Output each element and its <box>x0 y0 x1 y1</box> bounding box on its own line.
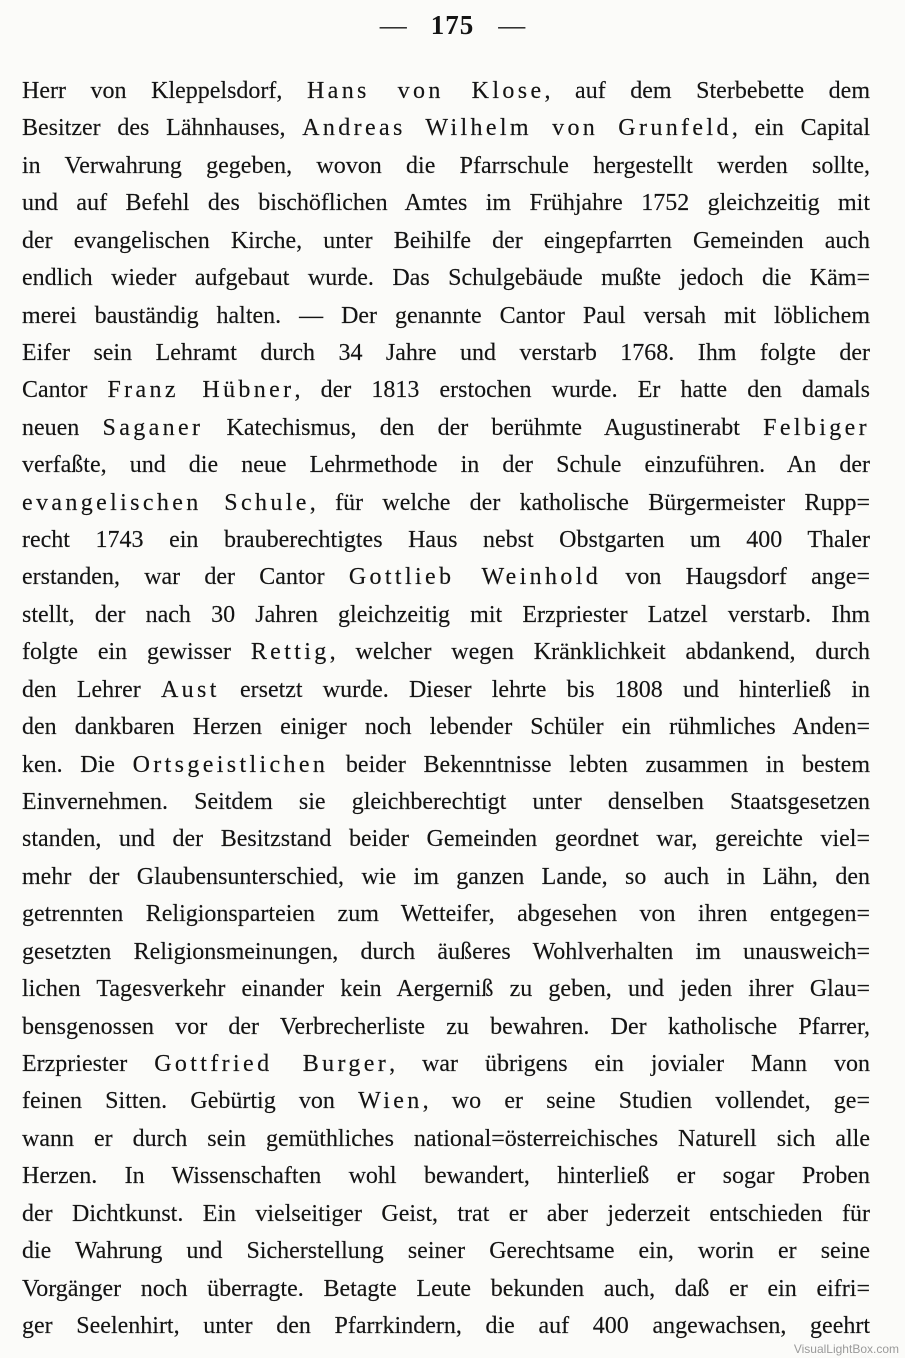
watermark-text: VisualLightBox.com <box>793 1342 899 1356</box>
emphasized-text: Ortsgeistlichen <box>132 751 329 778</box>
text-run: endlich wieder aufgebaut wurde. Das Schulgebäude mußte jedoch die Käm= <box>22 265 870 292</box>
text-line <box>22 335 870 372</box>
text-line <box>22 260 870 297</box>
text-line <box>22 1158 870 1195</box>
text-run: Besitzer des Lähnhauses, <box>22 115 303 142</box>
text-line <box>22 1196 870 1233</box>
text-line <box>22 1121 870 1158</box>
text-run: ken. Die <box>22 751 133 778</box>
page-header <box>0 6 905 44</box>
emphasized-text: Franz Hübner <box>107 377 295 404</box>
text-line <box>22 1233 870 1270</box>
emphasized-text: Gottfried Burger <box>154 1050 390 1077</box>
text-run: merei bauständig halten. — Der genannte Cantor Paul versah mit löblichem <box>22 302 870 329</box>
text-line <box>22 298 870 335</box>
emphasized-text: Felbiger <box>763 414 870 441</box>
text-run: der Dichtkunst. Ein vielseitiger Geist, trat er aber jederzeit entschieden für <box>22 1200 870 1227</box>
text-run: Erzpriester <box>22 1050 155 1077</box>
text-line <box>22 634 870 671</box>
text-run: bensgenossen vor der Verbrecherliste zu bewahren. Der katholische Pfarrer, <box>22 1013 870 1040</box>
page-number: 175 <box>430 10 475 40</box>
header-dash-right: — <box>498 10 526 40</box>
text-line <box>22 73 870 110</box>
text-run: mehr der Glaubensunterschied, wie im ganzen Lande, so auch in Lähn, den <box>22 863 870 890</box>
text-line <box>22 559 870 596</box>
text-line <box>22 971 870 1008</box>
text-run: , wo er seine Studien vollendet, ge= <box>422 1088 870 1115</box>
text-run: recht 1743 ein brauberechtigtes Haus nebst Obstgarten um 400 Thaler <box>22 527 870 554</box>
text-line <box>22 1009 870 1046</box>
text-line <box>22 672 870 709</box>
text-run: in Verwahrung gegeben, wovon die Pfarrschule hergestellt werden sollte, <box>22 152 870 179</box>
text-run: folgte ein gewisser <box>22 639 251 666</box>
text-run: ersetzt wurde. Dieser lehrte bis 1808 und hinterließ in <box>219 676 870 703</box>
text-line <box>22 709 870 746</box>
text-run: , auf dem Sterbebette dem <box>544 78 871 104</box>
emphasized-text: Hans von Klose <box>306 78 545 104</box>
text-line <box>22 372 870 409</box>
emphasized-text: Gottlieb Weinhold <box>348 564 602 591</box>
emphasized-text: evangelischen Schule <box>22 489 310 516</box>
text-run: , für welche der katholische Bürgermeister Rupp= <box>309 489 870 516</box>
text-line <box>22 1308 870 1345</box>
text-run: Vorgänger noch überragte. Betagte Leute bekunden auch, daß er ein eifri= <box>22 1275 870 1302</box>
text-run: ger Seelenhirt, unter den Pfarrkindern, die auf 400 angewachsen, geehrt <box>22 1312 870 1339</box>
text-run: , war übrigens ein jovialer Mann von <box>389 1050 870 1077</box>
text-run: stellt, der nach 30 Jahren gleichzeitig mit Erzpriester Latzel verstarb. Ihm <box>22 601 870 628</box>
text-run: Katechismus, den der berühmte Augustinerabt <box>203 414 764 441</box>
text-line <box>22 747 870 784</box>
text-line <box>22 1083 870 1120</box>
body-text <box>22 73 870 1345</box>
text-run: erstanden, war der Cantor <box>22 564 349 591</box>
text-line <box>22 934 870 971</box>
text-line <box>22 522 870 559</box>
text-line <box>22 410 870 447</box>
text-run: verfaßte, und die neue Lehrmethode in der Schule einzuführen. An der <box>22 452 870 479</box>
text-line <box>22 447 870 484</box>
text-run: der evangelischen Kirche, unter Beihilfe der eingepfarrten Gemeinden auch <box>22 227 870 254</box>
text-line <box>22 148 870 185</box>
text-run: , ein Capital <box>731 115 870 142</box>
text-line <box>22 485 870 522</box>
emphasized-text: Aust <box>160 676 220 703</box>
text-run: getrennten Religionsparteien zum Wetteifer, abgesehen von ihren entgegen= <box>22 901 870 928</box>
text-line <box>22 859 870 896</box>
text-line <box>22 1046 870 1083</box>
text-run: Eifer sein Lehramt durch 34 Jahre und verstarb 1768. Ihm folgte der <box>22 339 870 366</box>
text-run: Herr von Kleppelsdorf, <box>22 78 307 104</box>
text-run: standen, und der Besitzstand beider Gemeinden geordnet war, gereichte viel= <box>22 826 870 853</box>
text-run: wann er durch sein gemüthliches national=österreichisches Naturell sich alle <box>22 1125 870 1152</box>
text-line <box>22 821 870 858</box>
text-run: beider Bekenntnisse lebten zusammen in bestem <box>328 751 870 778</box>
text-run: die Wahrung und Sicherstellung seiner Gerechtsame ein, worin er seine <box>22 1238 870 1265</box>
text-run: Cantor <box>22 377 108 404</box>
text-run: , der 1813 erstochen wurde. Er hatte den damals <box>294 377 870 404</box>
emphasized-text: Andreas Wilhelm von Grunfeld <box>302 115 732 142</box>
text-run: den Lehrer <box>22 676 161 703</box>
text-run: und auf Befehl des bischöflichen Amtes im Frühjahre 1752 gleichzeitig mit <box>22 190 870 217</box>
header-dash-left: — <box>379 10 407 40</box>
text-run: , welcher wegen Kränklichkeit abdankend, durch <box>329 639 870 666</box>
text-run: Einvernehmen. Seitdem sie gleichberechtigt unter denselben Staatsgesetzen <box>22 789 870 816</box>
text-line <box>22 223 870 260</box>
emphasized-text: Rettig <box>250 639 330 666</box>
emphasized-text: Wien <box>358 1088 423 1115</box>
text-line <box>22 110 870 147</box>
text-run: den dankbaren Herzen einiger noch lebender Schüler ein rühmliches Anden= <box>22 714 870 741</box>
text-line <box>22 597 870 634</box>
text-run: gesetzten Religionsmeinungen, durch äußeres Wohlverhalten im unausweich= <box>22 938 870 965</box>
text-run: lichen Tagesverkehr einander kein Aergerniß zu geben, und jeden ihrer Glau= <box>22 976 870 1003</box>
text-run: Herzen. In Wissenschaften wohl bewandert, hinterließ er sogar Proben <box>22 1163 870 1190</box>
text-run: neuen <box>22 414 103 441</box>
emphasized-text: Saganer <box>102 414 204 441</box>
text-line <box>22 896 870 933</box>
text-line <box>22 1271 870 1308</box>
text-line <box>22 185 870 222</box>
text-line <box>22 784 870 821</box>
text-run: feinen Sitten. Gebürtig von <box>22 1088 359 1115</box>
text-run: von Haugsdorf ange= <box>601 564 870 591</box>
